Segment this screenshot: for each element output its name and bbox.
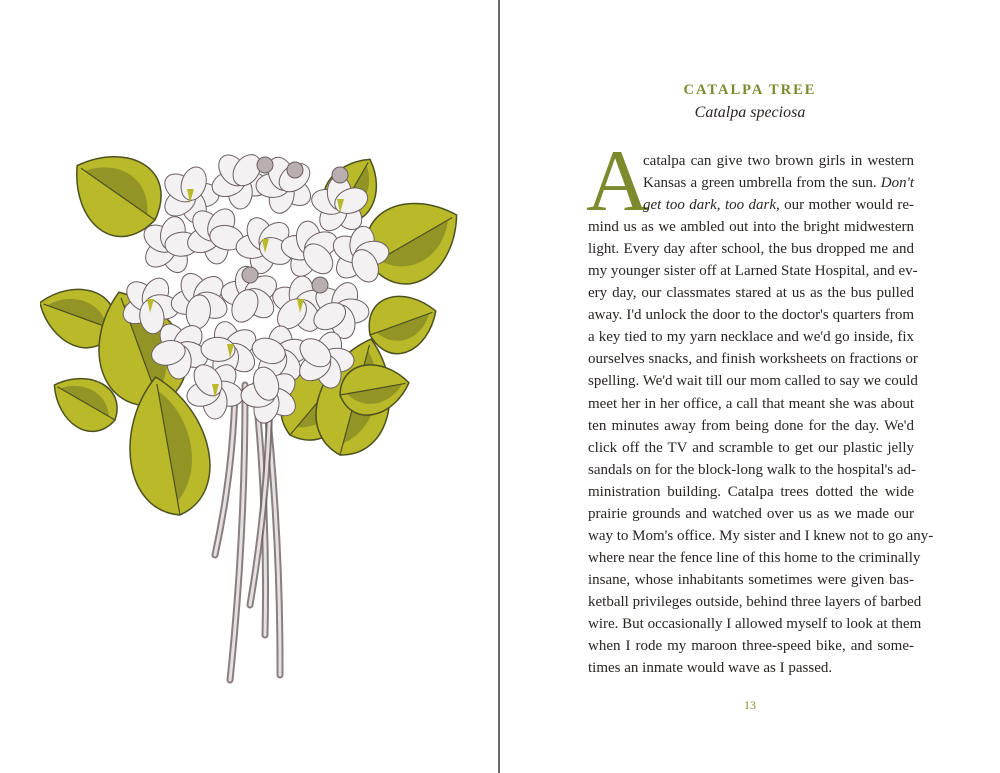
- text-span: ourselves snacks, and finish worksheets on fractions or: [588, 351, 918, 368]
- text-span: light. Every day after school, the bus dropped me and: [588, 241, 914, 258]
- text-line: [643, 150, 914, 172]
- text-span: prairie grounds and watched over us as we made our: [588, 505, 914, 522]
- italic-text: get too dark, too dark: [643, 197, 777, 214]
- text-line: [588, 282, 914, 304]
- text-span: ten minutes away from being done for the day. We'd: [588, 417, 914, 434]
- text-span: when I rode my maroon three-speed bike, and some-: [588, 638, 914, 655]
- text-span: times an inmate would wave as I passed.: [588, 660, 833, 677]
- catalpa-illustration: [40, 135, 470, 685]
- text-span: catalpa can give two brown girls in western: [643, 153, 914, 169]
- text-span: spelling. We'd wait till our mom called to say we could: [588, 373, 918, 390]
- text-line: [588, 348, 918, 370]
- text-line: [588, 503, 914, 525]
- text-line: [588, 591, 922, 613]
- text-span: insane, whose inhabitants sometimes were given bas-: [588, 571, 914, 588]
- text-line: [588, 657, 914, 679]
- text-span: click off the TV and scramble to get our plastic jelly: [588, 439, 914, 456]
- text-line: [643, 172, 914, 194]
- text-line: [588, 304, 914, 326]
- text-span: meet her in her office, a call that meant she was about: [588, 395, 914, 412]
- right-page: [500, 0, 1000, 773]
- text-span: where near the fence line of this home to the criminally: [588, 549, 921, 566]
- text-line: [643, 194, 914, 216]
- chapter-title: CATALPA TREE: [683, 82, 817, 98]
- text-line: [588, 569, 914, 591]
- text-line: [588, 326, 914, 348]
- text-span: ketball privileges outside, behind three layers of barbed: [588, 593, 922, 610]
- drop-cap: A: [586, 133, 650, 230]
- page-number: 13: [744, 698, 756, 712]
- text-span: away. I'd unlock the door to the doctor's quarters from: [588, 307, 914, 324]
- text-line: [588, 613, 922, 635]
- text-line: [588, 525, 934, 547]
- text-line: [588, 547, 921, 569]
- text-line: [588, 481, 914, 503]
- italic-text: Don't: [880, 175, 914, 192]
- text-line: [588, 635, 914, 657]
- flower-bud: [332, 167, 348, 183]
- flower-bud: [312, 277, 328, 293]
- text-span: Kansas a green umbrella from the sun.: [643, 175, 881, 192]
- text-span: sandals on for the block-long walk to the hospital's ad-: [588, 461, 917, 478]
- text-line: [588, 370, 918, 392]
- text-line: [588, 260, 918, 282]
- flower-bud: [257, 157, 273, 173]
- text-span: a key tied to my yarn necklace and we'd go inside, fix: [588, 329, 914, 346]
- text-span: my younger sister off at Larned State Hospital, and ev-: [588, 263, 918, 280]
- text-line: [588, 216, 914, 238]
- text-span: ministration building. Catalpa trees dotted the wide: [588, 483, 914, 500]
- text-span: way to Mom's office. My sister and I knew not to go any-: [588, 527, 934, 544]
- flower-bud: [287, 162, 303, 178]
- text-line: [588, 437, 914, 459]
- body-text: [588, 150, 934, 679]
- scientific-name: Catalpa speciosa: [694, 104, 806, 121]
- text-line: [588, 393, 914, 415]
- text-line: [588, 415, 914, 437]
- flower-bud: [242, 267, 258, 283]
- text-span: mind us as we ambled out into the bright midwestern: [588, 219, 914, 236]
- text-span: ery day, our classmates stared at us as the bus pulled: [588, 285, 914, 302]
- text-line: [588, 238, 914, 260]
- text-span: wire. But occasionally I allowed myself to look at them: [588, 615, 922, 632]
- text-span: , our mother would re-: [776, 197, 914, 214]
- left-page: [0, 0, 498, 773]
- text-line: [588, 459, 917, 481]
